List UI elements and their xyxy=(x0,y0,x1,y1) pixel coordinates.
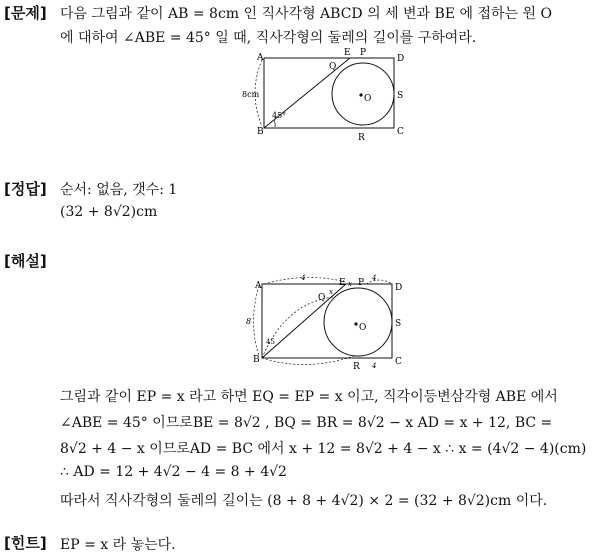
explanation-line-3: 8√2 + 4 − x 이므로AD = BC 에서 x + 12 = 8√2 + 4 − x ∴ x = (4√2 − 4)(cm) xyxy=(60,441,587,457)
label-four-bottom: 4 xyxy=(372,362,377,370)
label-x-ep: x xyxy=(348,280,352,288)
answer-heading: [정답] xyxy=(4,180,47,198)
label-angle: 45 xyxy=(266,338,275,346)
label-p: P xyxy=(360,48,367,58)
label-b: B xyxy=(253,355,260,365)
hint-line-1: EP = x 라 놓는다. xyxy=(60,537,176,553)
label-d: D xyxy=(395,283,403,293)
problem-heading: [문제] xyxy=(4,4,47,22)
label-r: R xyxy=(358,133,365,140)
label-s: S xyxy=(395,319,402,329)
label-q: Q xyxy=(329,62,337,72)
label-side: 8cm xyxy=(242,90,260,99)
rectangle-abcd xyxy=(262,284,392,358)
label-b: B xyxy=(257,127,264,137)
answer-line-2: (32 + 8√2)cm xyxy=(60,204,158,220)
label-q: Q xyxy=(318,293,326,303)
explanation-line-4: ∴ AD = 12 + 4√2 − 4 = 8 + 4√2 xyxy=(60,464,287,480)
arc-br xyxy=(262,356,354,365)
circle-o xyxy=(324,288,392,356)
center-point xyxy=(354,322,357,325)
label-r: R xyxy=(353,362,360,372)
label-o: O xyxy=(364,94,372,104)
segment-be xyxy=(262,284,346,358)
problem-text-line-2: 에 대하여 ∠ABE = 45° 일 때, 직사각형의 둘레의 길이를 구하여라. xyxy=(60,30,477,46)
hint-heading: [힌트] xyxy=(4,534,47,552)
label-a: A xyxy=(257,53,264,63)
label-angle: 45° xyxy=(272,111,287,120)
angle-arc xyxy=(274,120,275,127)
label-p: P xyxy=(358,278,365,288)
explanation-figure xyxy=(246,272,412,372)
label-a: A xyxy=(255,281,262,291)
center-point xyxy=(359,93,362,96)
label-e: E xyxy=(344,48,351,58)
explanation-line-2: ∠ABE = 45° 이므로BE = 8√2 , BQ = BR = 8√2 − x AD = x + 12, BC = xyxy=(60,415,553,431)
label-four-top: 4 xyxy=(301,274,306,282)
explanation-line-1: 그림과 같이 EP = x 라고 하면 EQ = EP = x 이고, 직각이등변삼각형 ABE 에서 xyxy=(60,389,558,405)
circle-o xyxy=(332,63,394,125)
label-x-eq: x xyxy=(329,288,333,296)
explanation-line-5: 따라서 직사각형의 둘레의 길이는 (8 + 8 + 4√2) × 2 = (32 + 8√2)cm 이다. xyxy=(60,493,548,509)
label-e: E xyxy=(339,278,346,288)
label-four-right: 4 xyxy=(372,274,377,282)
arc-pd xyxy=(366,280,392,284)
answer-line-1: 순서: 없음, 갯수: 1 xyxy=(60,182,178,198)
label-s: S xyxy=(397,91,404,101)
label-o: O xyxy=(359,323,367,333)
label-c: C xyxy=(397,127,404,137)
problem-figure xyxy=(240,48,410,140)
label-side: 8 xyxy=(246,317,252,326)
label-d: D xyxy=(397,54,405,64)
explanation-heading: [해설] xyxy=(4,252,47,270)
label-c: C xyxy=(395,357,402,367)
problem-text-line-1: 다음 그림과 같이 AB = 8cm 인 직사각형 ABCD 의 세 변과 BE 에 접하는 원 O xyxy=(60,6,552,22)
arc-ab xyxy=(254,286,260,356)
